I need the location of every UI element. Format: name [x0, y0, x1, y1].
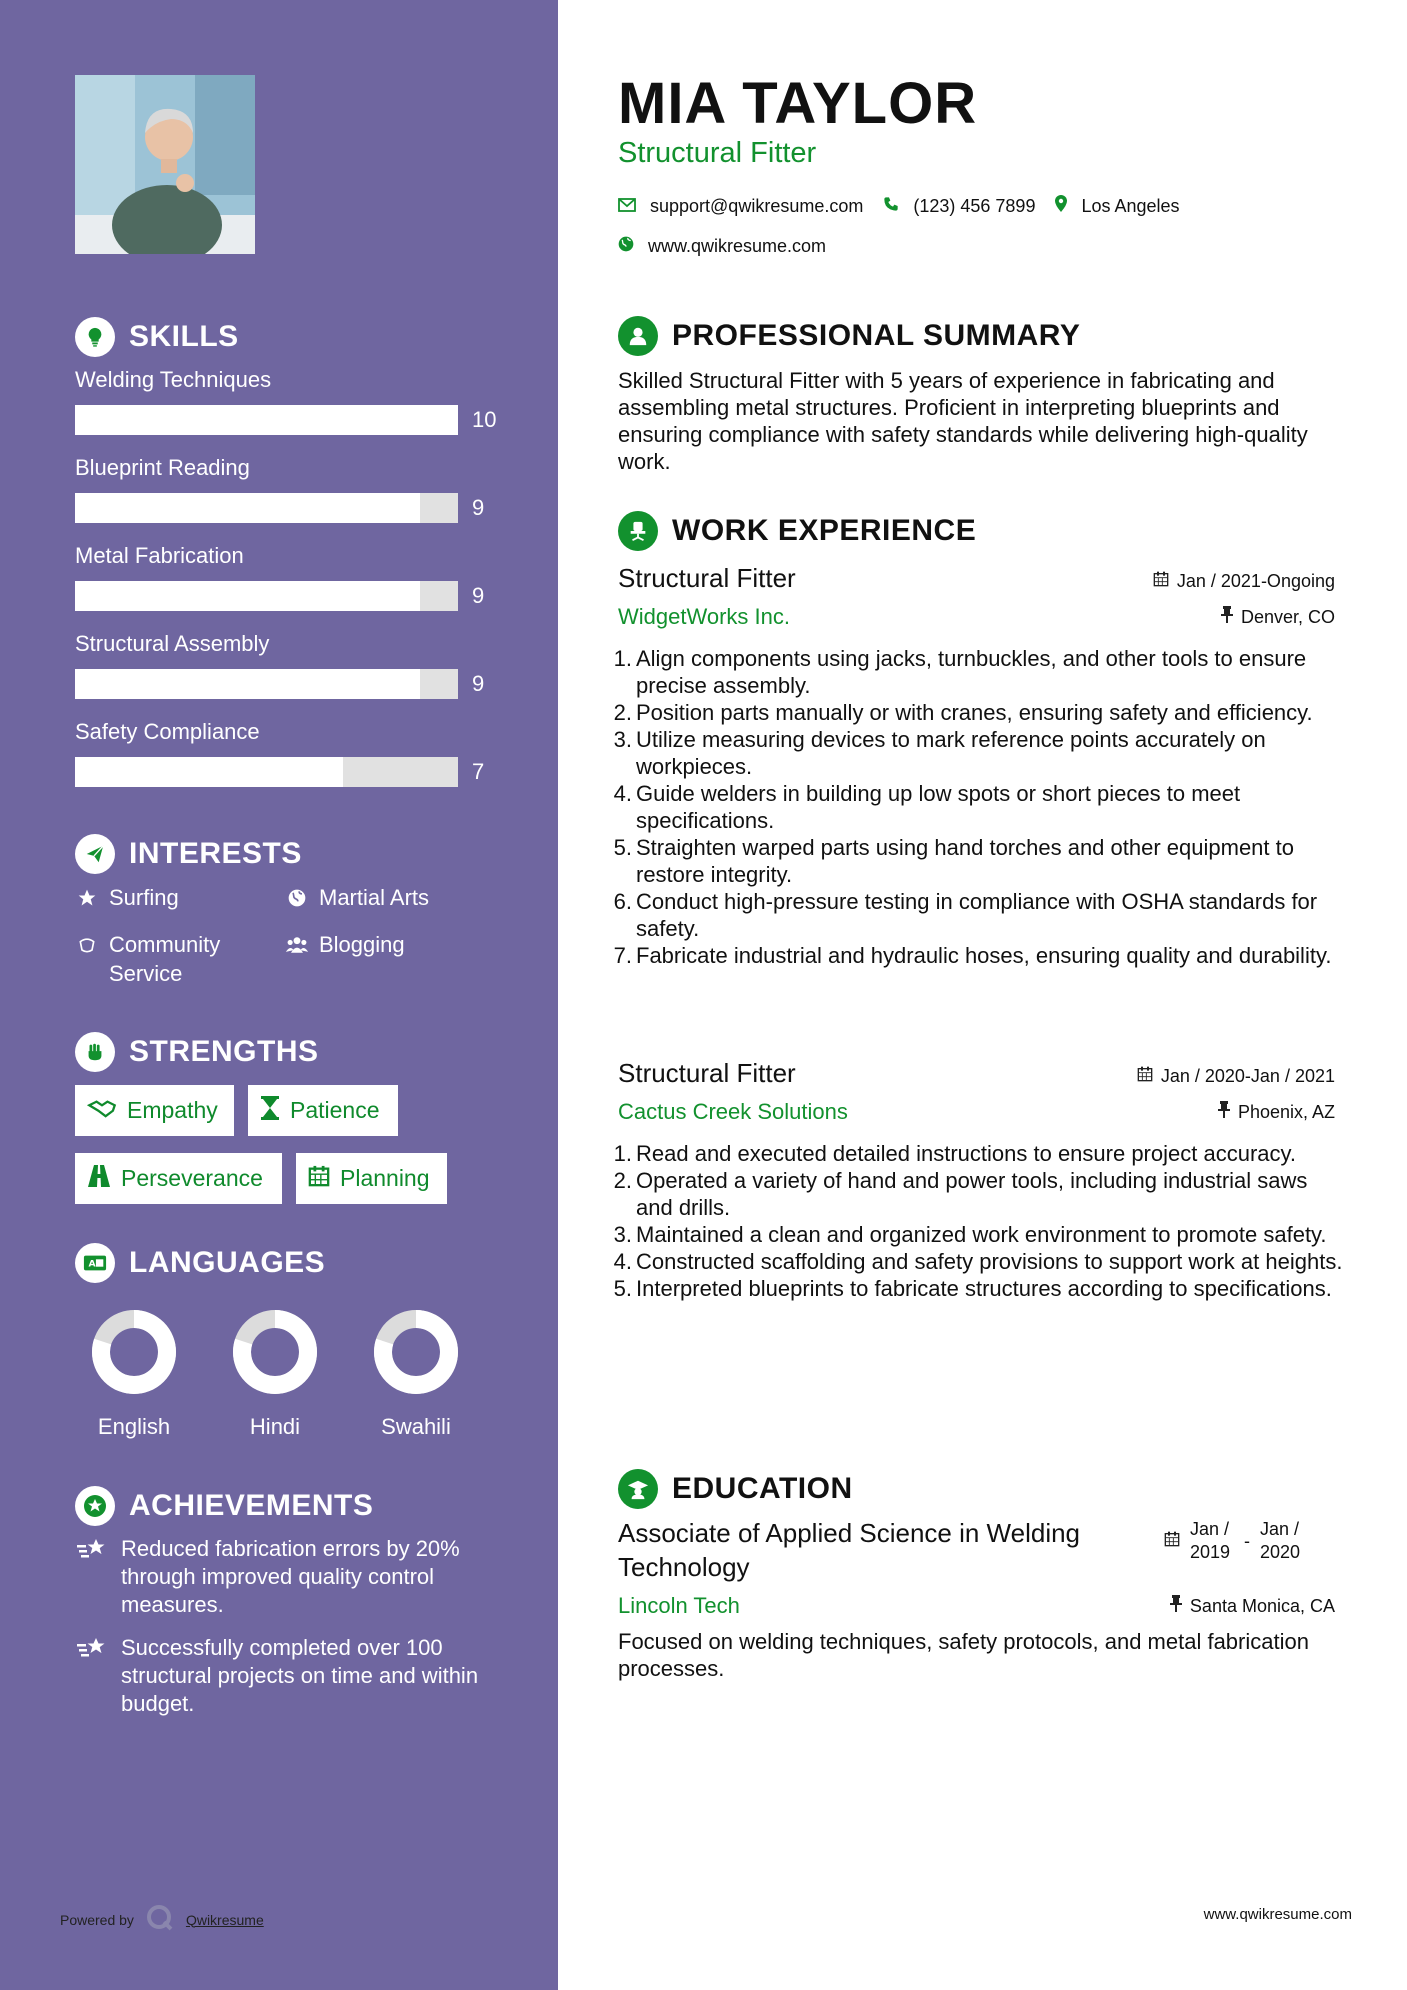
skill-bar	[75, 757, 458, 787]
responsibility-text: Utilize measuring devices to mark reference points accurately on workpieces.	[636, 727, 1266, 779]
responsibility-text: Conduct high-pressure testing in compliance with OSHA standards for safety.	[636, 889, 1318, 941]
skill-bar	[75, 493, 458, 523]
skills-heading	[75, 317, 239, 357]
strength-badge	[248, 1085, 398, 1136]
job-company: WidgetWorks Inc.	[618, 604, 790, 629]
education-date-end: Jan / 2020	[1260, 1519, 1301, 1562]
job-location-text: Phoenix, AZ	[1237, 1101, 1335, 1122]
hand-icon	[75, 930, 99, 959]
user-icon	[618, 316, 658, 356]
skill-name: Blueprint Reading	[75, 455, 250, 480]
list-number: 7.	[613, 943, 632, 968]
contact-email[interactable]: support@qwikresume.com	[650, 195, 864, 216]
map-pin-icon	[1055, 195, 1067, 217]
responsibility-item	[610, 888, 1350, 942]
responsibility-item	[610, 834, 1350, 888]
powered-by-label: Powered by	[60, 1911, 134, 1928]
qwikresume-link[interactable]: Qwikresume	[185, 1911, 264, 1928]
education-date-separator: -	[1244, 1531, 1250, 1551]
language-name: Swahili	[381, 1414, 451, 1439]
strengths-heading-text: STRENGTHS	[129, 1035, 319, 1068]
interests-heading	[75, 834, 302, 874]
users-icon	[285, 930, 309, 959]
job-company: Cactus Creek Solutions	[618, 1099, 848, 1124]
envelope-icon	[618, 196, 636, 217]
list-number: 5.	[613, 1276, 632, 1301]
skill-rating: 9	[472, 671, 485, 696]
responsibility-text: Fabricate industrial and hydraulic hoses, ensuring quality and durability.	[636, 943, 1332, 968]
phone-icon	[883, 196, 899, 217]
globe-icon	[285, 883, 309, 912]
interest-item	[285, 883, 429, 912]
achievements-heading	[75, 1486, 373, 1526]
powered-by	[60, 1904, 264, 1935]
strength-label: Perseverance	[121, 1165, 263, 1191]
responsibility-item	[610, 645, 1350, 699]
interest-label: Blogging	[319, 932, 405, 957]
pushpin-icon	[1221, 606, 1233, 628]
job-dates	[1137, 1066, 1335, 1087]
skill-rating: 9	[472, 583, 485, 608]
skill-bar-fill	[75, 493, 420, 523]
strength-badge	[75, 1153, 282, 1204]
office-chair-icon	[618, 511, 658, 551]
skill-rating: 10	[472, 407, 497, 432]
interest-label: Surfing	[109, 885, 179, 910]
interest-label: Community Service	[109, 932, 221, 986]
responsibility-item	[610, 1167, 1350, 1221]
languages-heading	[75, 1243, 325, 1283]
list-number: 2.	[613, 700, 632, 725]
strength-label: Patience	[290, 1097, 380, 1123]
skill-name: Safety Compliance	[75, 719, 260, 744]
list-number: 4.	[613, 781, 632, 806]
education-location-text: Santa Monica, CA	[1189, 1595, 1335, 1616]
job-location	[1221, 606, 1335, 628]
candidate-name: MIA TAYLOR	[618, 71, 978, 136]
job-responsibilities	[610, 645, 1350, 969]
achievements-heading-text: ACHIEVEMENTS	[129, 1489, 374, 1522]
achievement-text: Reduced fabrication errors by 20% through improved quality control measures.	[121, 1536, 460, 1617]
skill-name: Metal Fabrication	[75, 543, 244, 568]
award-star-icon	[75, 1486, 115, 1526]
skill-bar-fill	[75, 581, 420, 611]
skill-rating: 7	[472, 759, 485, 784]
responsibility-text: Read and executed detailed instructions to ensure project accuracy.	[636, 1141, 1296, 1166]
education-location	[1170, 1595, 1335, 1617]
job-title: Structural Fitter	[618, 1058, 796, 1088]
sidebar	[0, 0, 558, 1990]
interest-item	[285, 930, 405, 959]
list-number: 5.	[613, 835, 632, 860]
list-number: 2.	[613, 1168, 632, 1193]
interest-item	[75, 930, 275, 988]
calendar-icon	[308, 1165, 330, 1193]
job-title: Structural Fitter	[618, 563, 796, 593]
paper-plane-icon	[75, 834, 115, 874]
shooting-star-icon	[75, 1535, 109, 1563]
svg-text:A: A	[88, 1258, 96, 1270]
skill-bar	[75, 581, 458, 611]
responsibility-item	[610, 942, 1350, 969]
profile-photo	[75, 75, 255, 254]
strength-label: Empathy	[127, 1097, 218, 1123]
calendar-icon	[1137, 1066, 1153, 1087]
interest-label: Martial Arts	[319, 885, 430, 910]
list-number: 3.	[613, 1222, 632, 1247]
responsibility-text: Straighten warped parts using hand torches and other equipment to restore integrity.	[636, 835, 1294, 887]
job-dates	[1153, 571, 1335, 592]
education-date-start: Jan / 2019	[1190, 1519, 1231, 1562]
skill-rating: 9	[472, 495, 485, 520]
calendar-icon	[1164, 1518, 1180, 1553]
experience-heading-text: WORK EXPERIENCE	[672, 514, 977, 547]
responsibility-text: Operated a variety of hand and power tools, including industrial saws and drills.	[636, 1168, 1308, 1220]
job-dates-text: Jan / 2020-Jan / 2021	[1160, 1066, 1335, 1086]
skill-name: Welding Techniques	[75, 367, 272, 392]
strengths-heading	[75, 1032, 319, 1072]
responsibility-text: Position parts manually or with cranes, ensuring safety and efficiency.	[636, 700, 1313, 725]
language-donut	[230, 1307, 320, 1402]
strength-badge	[296, 1153, 447, 1204]
road-icon	[87, 1165, 111, 1193]
strength-badge	[75, 1085, 234, 1136]
list-number: 1.	[613, 646, 632, 671]
language-name: English	[97, 1414, 171, 1439]
contact-row	[618, 195, 1180, 217]
list-number: 3.	[613, 727, 632, 752]
responsibility-text: Guide welders in building up low spots or short pieces to meet specifications.	[636, 781, 1241, 833]
contact-row	[618, 236, 826, 257]
education-dates	[1164, 1518, 1304, 1564]
interest-item	[75, 883, 179, 912]
footer-website[interactable]: www.qwikresume.com	[1203, 1906, 1352, 1923]
main-content	[558, 0, 1407, 1990]
lightbulb-icon	[75, 317, 115, 357]
candidate-title: Structural Fitter	[618, 137, 817, 169]
language-name: Hindi	[249, 1414, 301, 1439]
summary-heading	[618, 316, 1080, 356]
handshake-icon	[87, 1097, 117, 1124]
contact-phone[interactable]: (123) 456 7899	[913, 195, 1036, 216]
achievement-text: Successfully completed over 100 structural projects on time and within budget.	[121, 1635, 479, 1716]
experience-heading	[618, 511, 976, 551]
responsibility-item	[610, 780, 1350, 834]
languages-heading-text: LANGUAGES	[129, 1246, 326, 1279]
skill-bar-fill	[75, 757, 343, 787]
language-donut	[371, 1307, 461, 1402]
pushpin-icon	[1170, 1595, 1182, 1617]
interests-heading-text: INTERESTS	[129, 837, 302, 870]
globe-icon	[618, 236, 634, 257]
graduate-icon	[618, 1469, 658, 1509]
responsibility-item	[610, 1275, 1350, 1302]
pushpin-icon	[1218, 1101, 1230, 1123]
education-description: Focused on welding techniques, safety protocols, and metal fabrication processes.	[618, 1629, 1309, 1681]
responsibility-item	[610, 1221, 1350, 1248]
summary-heading-text: PROFESSIONAL SUMMARY	[672, 319, 1081, 352]
shooting-star-icon	[75, 1634, 109, 1662]
fist-icon	[75, 1032, 115, 1072]
skill-bar	[75, 669, 458, 699]
job-dates-text: Jan / 2021-Ongoing	[1176, 571, 1335, 591]
list-number: 4.	[613, 1249, 632, 1274]
education-heading	[618, 1469, 853, 1509]
responsibility-text: Maintained a clean and organized work environment to promote safety.	[636, 1222, 1327, 1247]
skill-bar-fill	[75, 405, 458, 435]
contact-location: Los Angeles	[1081, 195, 1180, 216]
responsibility-item	[610, 726, 1350, 780]
job-location	[1218, 1101, 1335, 1123]
strength-label: Planning	[340, 1165, 430, 1191]
skills-heading-text: SKILLS	[129, 320, 239, 353]
responsibility-item	[610, 1140, 1350, 1167]
summary-text: Skilled Structural Fitter with 5 years of experience in fabricating and assembling metal structures. Proficient in interpreting blueprints and ensuring compliance with safety standards while delivering high-quality work.	[618, 368, 1308, 474]
achievement-item	[75, 1535, 515, 1619]
responsibility-text: Interpreted blueprints to fabricate structures according to specifications.	[636, 1276, 1332, 1301]
job-location-text: Denver, CO	[1240, 606, 1335, 627]
language-icon	[75, 1243, 115, 1283]
education-school: Lincoln Tech	[618, 1593, 740, 1618]
responsibility-item	[610, 699, 1350, 726]
calendar-icon	[1153, 571, 1169, 592]
education-degree: Associate of Applied Science in Welding Technology	[618, 1518, 1081, 1582]
hourglass-icon	[260, 1096, 280, 1126]
responsibility-item	[610, 1248, 1350, 1275]
responsibility-text: Constructed scaffolding and safety provisions to support work at heights.	[636, 1249, 1343, 1274]
skill-name: Structural Assembly	[75, 631, 270, 656]
skill-bar	[75, 405, 458, 435]
responsibility-text: Align components using jacks, turnbuckles, and other tools to ensure precise assembly.	[636, 646, 1307, 698]
job-responsibilities	[610, 1140, 1350, 1302]
skill-bar-fill	[75, 669, 420, 699]
list-number: 6.	[613, 889, 632, 914]
achievement-item	[75, 1634, 515, 1718]
list-number: 1.	[613, 1141, 632, 1166]
star-icon	[75, 883, 99, 912]
education-heading-text: EDUCATION	[672, 1472, 853, 1505]
language-donut	[89, 1307, 179, 1402]
contact-website[interactable]: www.qwikresume.com	[648, 236, 827, 256]
qwikresume-logo-icon	[146, 1904, 174, 1935]
